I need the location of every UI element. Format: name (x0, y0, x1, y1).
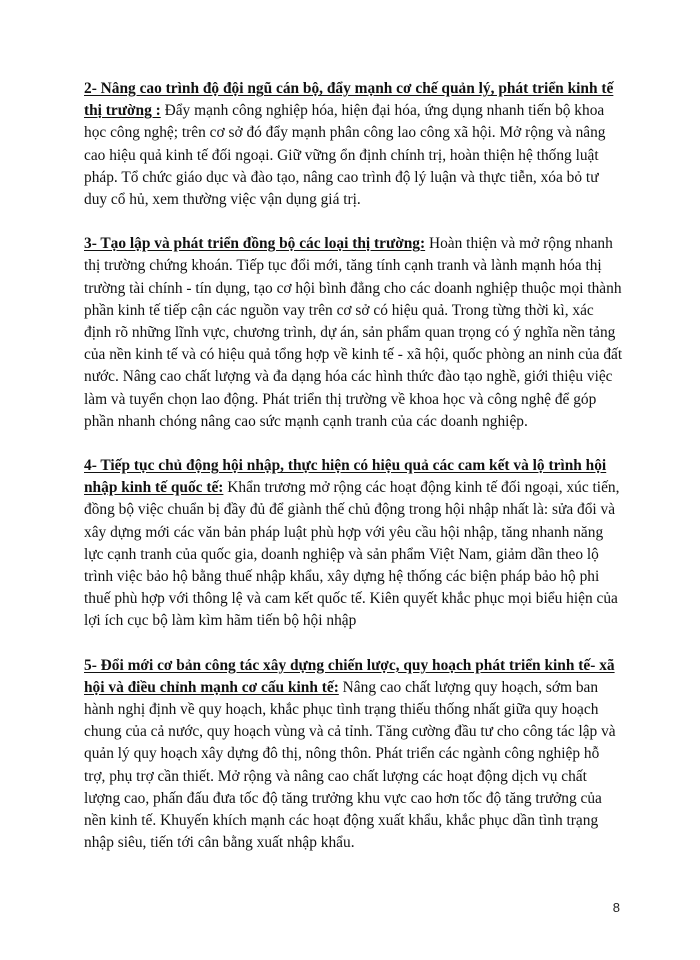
section-5-body: Nâng cao chất lượng quy hoạch, sớm ban hành nghị định về quy hoạch, khắc phục tình trạng thiếu thống nhất giữa quy hoạch chung của cả nước, quy hoạch vùng và cả tỉnh. Tăng cường đầu tư cho công tác lập và quản lý quy hoạch xây dựng đô thị, nông thôn. Phát triển các ngành công nghiệp hỗ trợ, phụ trợ cần thiết. Mở rộng và nâng cao chất lượng các hoạt động dịch vụ chất lượng cao, phấn đấu đưa tốc độ tăng trưởng khu vực cao hơn tốc độ tăng trưởng của nền kinh tế. Khuyến khích mạnh các hoạt động xuất khẩu, khắc phục dần tình trạng nhập siêu, tiến tới cân bằng xuất nhập khẩu. (84, 678, 616, 852)
section-3-heading: 3- Tạo lập và phát triển đồng bộ các loại thị trường: (84, 235, 426, 253)
section-5 (84, 655, 624, 855)
section-5-heading: 5- Đổi mới cơ bản công tác xây dựng chiến lược, quy hoạch phát triển kinh tế- xã hội và điều chỉnh mạnh cơ cấu kinh tế: (84, 656, 615, 696)
section-2-heading: 2- Nâng cao trình độ đội ngũ cán bộ, đẩy mạnh cơ chế quản lý, phát triển kinh tế thị trường : (84, 80, 614, 120)
section-4 (84, 455, 624, 633)
section-2 (84, 78, 624, 211)
section-4-body: Khẩn trương mở rộng các hoạt động kinh tế đối ngoại, xúc tiến, đồng bộ việc chuẩn bị đầy đủ để giành thế chủ động trong hội nhập nhất là: sửa đổi và xây dựng mới các văn bản pháp luật phù hợp với yêu cầu hội nhập, tăng nhanh năng lực cạnh tranh của quốc gia, doanh nghiệp và sản phẩm Việt Nam, giảm dần theo lộ trình việc bảo hộ bằng thuế nhập khẩu, xây dựng hệ thống các biện pháp bảo hộ phi thuế phù hợp với thông lệ và cam kết quốc tế. Kiên quyết khắc phục mọi biểu hiện của lợi ích cục bộ làm kìm hãm tiến bộ hội nhập (84, 479, 620, 630)
section-2-body: Đẩy mạnh công nghiệp hóa, hiện đại hóa, ứng dụng nhanh tiến bộ khoa học công nghệ; trên cơ sở đó đẩy mạnh phân công lao công xã hội. Mở rộng và nâng cao hiệu quả kinh tế đối ngoại. Giữ vững ổn định chính trị, hoàn thiện hệ thống luật pháp. Tổ chức giáo dục và đào tạo, nâng cao trình độ lý luận và thực tiễn, xóa bỏ tư duy cổ hủ, xem thường việc vận dụng giá trị. (84, 102, 606, 209)
document-body (84, 78, 624, 877)
section-3-body: Hoàn thiện và mở rộng nhanh thị trường chứng khoán. Tiếp tục đổi mới, tăng tính cạnh tranh và lành mạnh hóa thị trường tài chính - tín dụng, tạo cơ hội bình đẳng cho các doanh nghiệp thuộc mọi thành phần kinh tế tiếp cận các nguồn vay trên cơ sở có hiệu quả. Trong từng thời kì, xác định rõ những lĩnh vực, chương trình, dự án, sản phẩm quan trọng có ý nghĩa nền tảng của nền kinh tế và có hiệu quả tổng hợp về kinh tế - xã hội, quốc phòng an ninh của đất nước. Nâng cao chất lượng và đa dạng hóa các hình thức đào tạo nghề, giới thiệu việc làm và tuyển chọn lao động. Phát triển thị trường về khoa học và công nghệ để góp phần nhanh chóng nâng cao sức mạnh cạnh tranh của các doanh nghiệp. (84, 235, 623, 430)
section-3 (84, 233, 624, 433)
section-4-heading: 4- Tiếp tục chủ động hội nhập, thực hiện có hiệu quả các cam kết và lộ trình hội nhập kinh tế quốc tế: (84, 457, 607, 497)
page-number: 8 (612, 900, 620, 915)
